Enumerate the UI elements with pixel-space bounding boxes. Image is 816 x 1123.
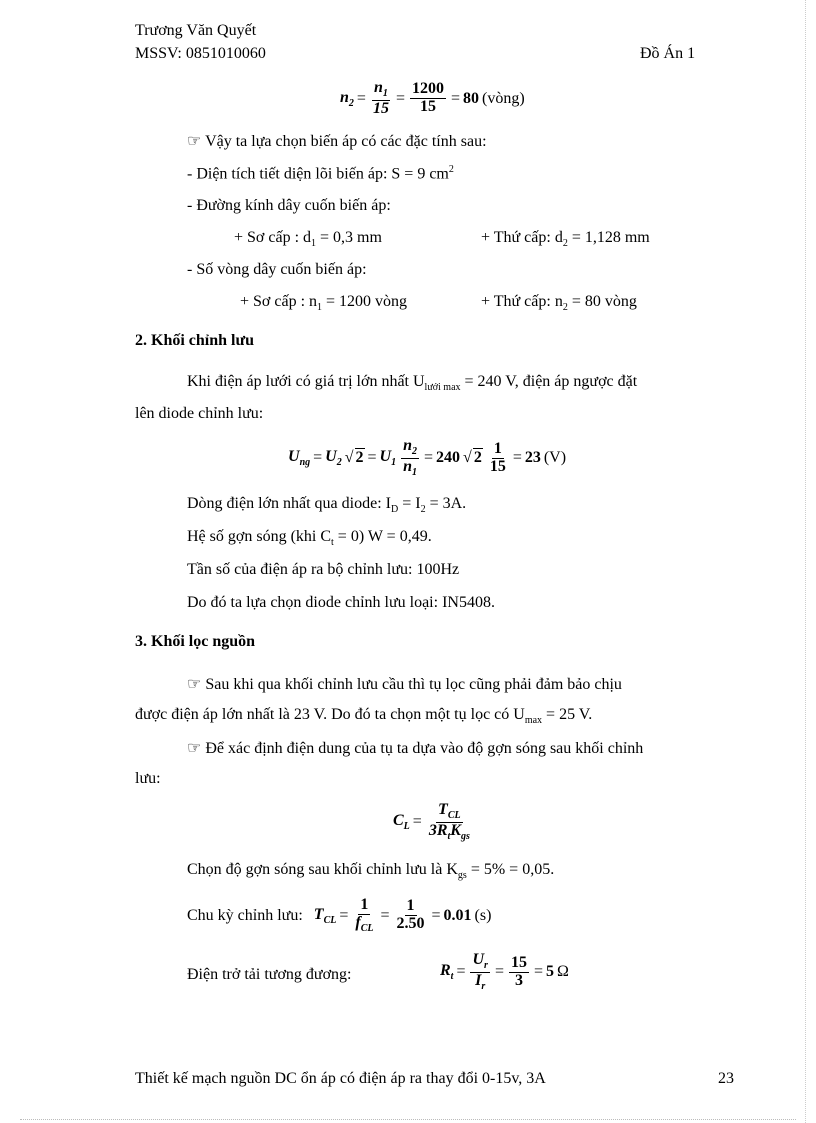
hand-pointing-icon: ☞ bbox=[187, 133, 202, 150]
line-diode-type: Do đó ta lựa chọn diode chỉnh lưu loại: IN5408. bbox=[187, 594, 495, 611]
page-number: 23 bbox=[718, 1070, 734, 1087]
section-2-paragraph-line1: Khi điện áp lưới có giá trị lớn nhất $U_{lưới max} = 240$ V, điện áp ngược đặt bbox=[187, 373, 638, 394]
page-bottom-divider bbox=[20, 1119, 796, 1120]
hand-pointing-icon: ☞ bbox=[187, 740, 202, 757]
header-student-id: MSSV: 0851010060 bbox=[135, 45, 266, 62]
wire-primary: + Sơ cấp : $d_1 = 0,3$ mm bbox=[234, 229, 382, 250]
line-rectifier-period: Chu kỳ chỉnh lưu: $T_{CL}$ = $\frac{1}{f_{CL}}$ = $\frac{1}{2.50}$ = 0.01 (s) bbox=[187, 896, 492, 934]
header-author: Trương Văn Quyết bbox=[135, 22, 257, 39]
section-3-title: 3. Khối lọc nguồn bbox=[135, 633, 256, 650]
equation-c-l: $C_L$ = $\frac{T_{CL}}{3R_tK_{gs}}$ bbox=[393, 801, 470, 842]
page-right-edge bbox=[805, 0, 806, 1123]
line-ripple-selection: Chọn độ gợn sóng sau khối chỉnh lưu là $K_{gs} = 5\% = 0,05$. bbox=[187, 861, 555, 882]
line-frequency: Tần số của điện áp ra bộ chỉnh lưu: 100Hz bbox=[187, 561, 460, 578]
intro-line: ☞ Vậy ta lựa chọn biến áp có các đặc tính sau: bbox=[187, 133, 487, 150]
equation-n2: $n_2$ = $\frac{n_1}{15}$ = $\frac{1200}{15}$ = 80 (vòng) bbox=[340, 79, 525, 117]
turns-secondary: + Thứ cấp: $n_2 = 80$ vòng bbox=[481, 293, 637, 314]
section-2-paragraph-line2: lên diode chỉnh lưu: bbox=[135, 405, 264, 422]
footer-title: Thiết kế mạch nguồn DC ổn áp có điện áp ra thay đổi 0-15v, 3A bbox=[135, 1070, 546, 1087]
hand-pointing-icon: ☞ bbox=[187, 676, 202, 693]
section-3-p1-line2: được điện áp lớn nhất là 23 V. Do đó ta chọn một tụ lọc có $U_{max} = 25$ V. bbox=[135, 706, 593, 727]
section-3-p1-line1: ☞ Sau khi qua khối chỉnh lưu cầu thì tụ lọc cũng phải đảm bảo chịu bbox=[187, 676, 622, 693]
spec-turns-title: - Số vòng dây cuốn biến áp: bbox=[187, 261, 367, 278]
wire-secondary: + Thứ cấp: $d_2 = 1,128$ mm bbox=[481, 229, 650, 250]
section-3-p2-line2: lưu: bbox=[135, 770, 161, 787]
line-ripple-factor: Hệ số gợn sóng (khi $C_t = 0$) W = 0,49. bbox=[187, 528, 432, 549]
spec-wire-title: - Đường kính dây cuốn biến áp: bbox=[187, 197, 391, 214]
section-3-p2-line1: ☞ Để xác định điện dung của tụ ta dựa vào độ gợn sóng sau khối chỉnh bbox=[187, 740, 644, 757]
section-2-title: 2. Khối chỉnh lưu bbox=[135, 332, 254, 349]
header-project: Đồ Án 1 bbox=[640, 45, 696, 62]
spec-area: - Diện tích tiết diện lõi biến áp: S = 9 $cm^2$ bbox=[187, 164, 454, 183]
turns-primary: + Sơ cấp : $n_1 = 1200$ vòng bbox=[240, 293, 408, 314]
line-diode-current: Dòng điện lớn nhất qua diode: $I_D = I_2 = 3A$. bbox=[187, 495, 467, 516]
equation-load-resistance: $R_t$ = $\frac{U_r}{I_r}$ = $\frac{15}{3}$ = 5 Ω bbox=[440, 951, 569, 992]
line-load-resistance-label: Điện trở tải tương đương: bbox=[187, 966, 352, 983]
equation-u-ng: $U_{ng}$ = $U_2$ √ 2 = $U_1$ $\frac{n_2}{n_1}$ = 240 √ 2 $\frac{1}{15}$ = 23 (V) bbox=[288, 437, 567, 478]
